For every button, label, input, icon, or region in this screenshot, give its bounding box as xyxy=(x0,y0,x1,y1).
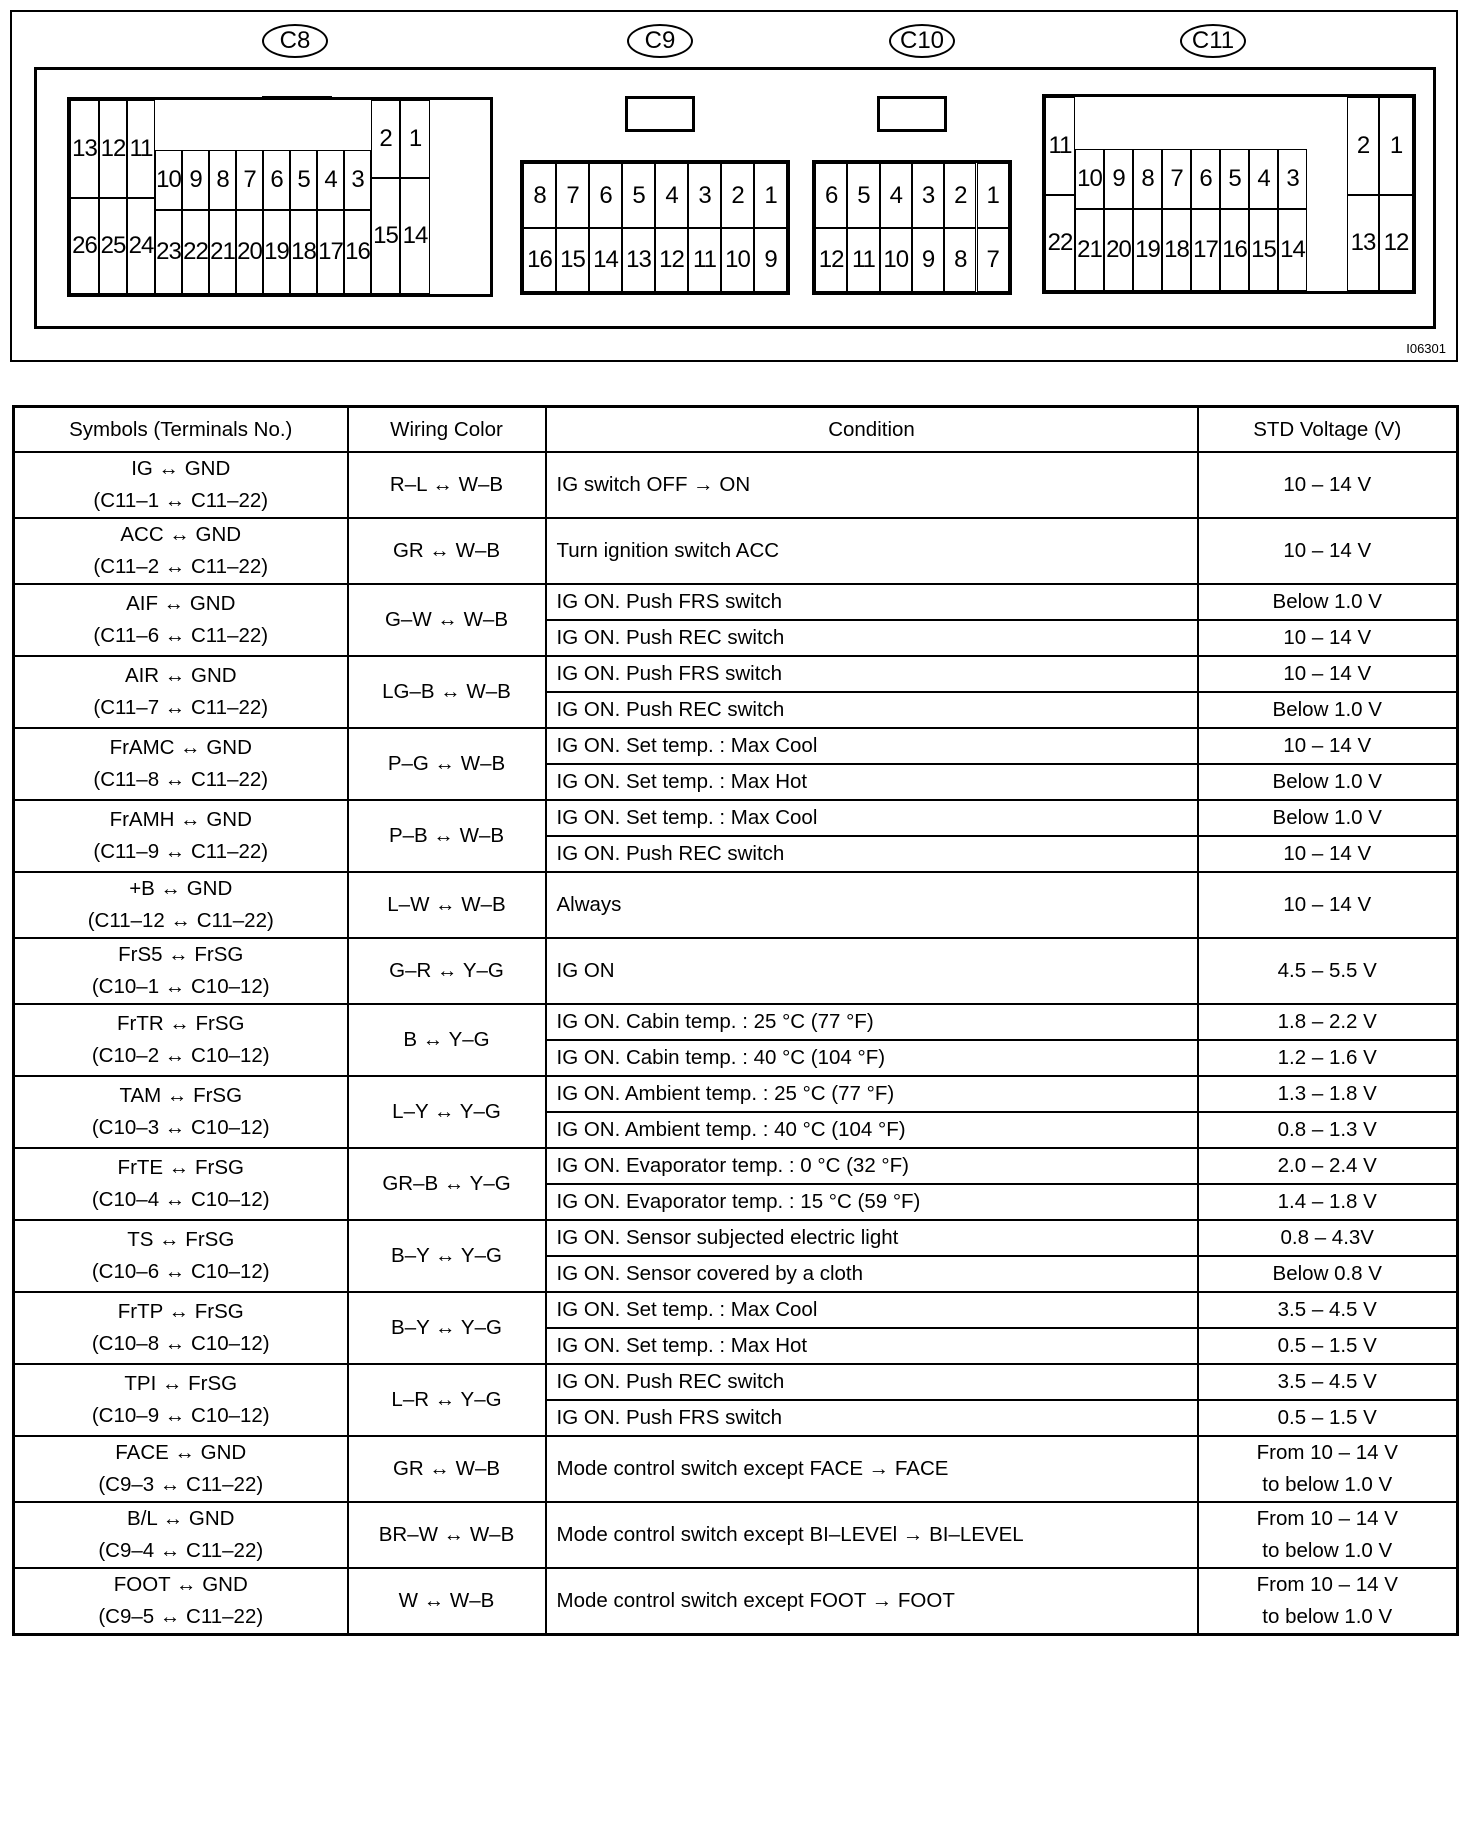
terminal-pin: 8 xyxy=(1133,149,1162,209)
terminal-numbers: (C10–1 ↔ C10–12) xyxy=(91,975,270,998)
voltage-cell: Below 1.0 V xyxy=(1198,764,1458,800)
wiring-color-cell: B ↔ Y–G xyxy=(348,1004,546,1076)
condition-cell: Mode control switch except BI–LEVEl → BI–LEVEL xyxy=(546,1502,1198,1568)
terminal-pin: 7 xyxy=(977,228,1009,292)
terminal-pin: 11 xyxy=(127,100,155,198)
condition-cell: IG ON. Set temp. : Max Hot xyxy=(546,764,1198,800)
condition-cell: IG ON. Set temp. : Max Cool xyxy=(546,728,1198,764)
voltage-cell: 10 – 14 V xyxy=(1198,728,1458,764)
wiring-color-cell: L–W ↔ W–B xyxy=(348,872,546,938)
terminal-numbers: (C9–5 ↔ C11–22) xyxy=(98,1605,264,1628)
symbol-text: FrTE ↔ FrSG xyxy=(117,1156,244,1179)
symbol-text: B/L ↔ GND xyxy=(127,1507,235,1530)
header-condition: Condition xyxy=(546,407,1198,453)
voltage-line: to below 1.0 V xyxy=(1262,1473,1393,1496)
table-row xyxy=(14,518,1458,584)
symbol-cell xyxy=(14,584,348,656)
connector-diagram xyxy=(10,10,1458,362)
terminal-pin: 6 xyxy=(1191,149,1220,209)
condition-cell: Mode control switch except FACE → FACE xyxy=(546,1436,1198,1502)
terminal-pin: 9 xyxy=(912,228,944,292)
terminal-numbers: (C11–7 ↔ C11–22) xyxy=(93,696,269,719)
terminal-pin: 11 xyxy=(847,228,879,292)
table-row xyxy=(14,584,1458,620)
terminal-pin: 2 xyxy=(1347,97,1379,195)
table-row xyxy=(14,1004,1458,1040)
voltage-cell: 2.0 – 2.4 V xyxy=(1198,1148,1458,1184)
terminal-pin: 16 xyxy=(344,210,371,294)
table-row xyxy=(14,1148,1458,1184)
table-row xyxy=(14,728,1458,764)
terminal-pin: 8 xyxy=(523,163,556,228)
terminal-pin: 18 xyxy=(290,210,317,294)
terminal-pin: 3 xyxy=(688,163,721,228)
connector-c10 xyxy=(812,160,1012,295)
terminal-pin: 3 xyxy=(1278,149,1307,209)
voltage-cell xyxy=(1198,1502,1458,1568)
terminal-pin: 9 xyxy=(182,150,209,210)
terminal-pin: 10 xyxy=(1075,149,1104,209)
symbol-cell xyxy=(14,728,348,800)
terminal-pin: 25 xyxy=(99,198,127,294)
wiring-color-cell: GR ↔ W–B xyxy=(348,518,546,584)
voltage-cell: 0.8 – 1.3 V xyxy=(1198,1112,1458,1148)
symbol-text: FACE ↔ GND xyxy=(115,1441,247,1464)
symbol-cell xyxy=(14,800,348,872)
terminal-pin: 6 xyxy=(589,163,622,228)
terminal-pin: 1 xyxy=(754,163,787,228)
terminal-numbers: (C11–9 ↔ C11–22) xyxy=(93,840,269,863)
terminal-pin: 13 xyxy=(1347,195,1379,291)
terminal-pin: 2 xyxy=(371,100,400,178)
condition-cell: IG ON. Ambient temp. : 25 °C (77 °F) xyxy=(546,1076,1198,1112)
voltage-line: to below 1.0 V xyxy=(1262,1539,1393,1562)
voltage-cell: 10 – 14 V xyxy=(1198,452,1458,518)
voltage-cell: Below 1.0 V xyxy=(1198,584,1458,620)
terminal-pin: 12 xyxy=(1379,195,1413,291)
condition-cell: IG ON. Push REC switch xyxy=(546,692,1198,728)
symbol-cell xyxy=(14,1568,348,1635)
terminal-pin: 21 xyxy=(1075,209,1104,291)
header-wiring-color: Wiring Color xyxy=(348,407,546,453)
wiring-color-cell: R–L ↔ W–B xyxy=(348,452,546,518)
terminal-pin: 10 xyxy=(721,228,754,292)
voltage-cell: 10 – 14 V xyxy=(1198,656,1458,692)
terminal-pin: 9 xyxy=(754,228,787,292)
terminal-pin: 3 xyxy=(912,163,944,228)
terminal-pin: 18 xyxy=(1162,209,1191,291)
terminal-pin: 22 xyxy=(1045,195,1075,291)
terminal-pin: 19 xyxy=(263,210,290,294)
terminal-pin: 16 xyxy=(523,228,556,292)
symbol-text: FrAMC ↔ GND xyxy=(109,736,252,759)
symbol-text: IG ↔ GND xyxy=(131,457,231,480)
terminal-numbers: (C10–8 ↔ C10–12) xyxy=(91,1332,270,1355)
voltage-cell: 1.4 – 1.8 V xyxy=(1198,1184,1458,1220)
symbol-cell xyxy=(14,1436,348,1502)
voltage-cell: 3.5 – 4.5 V xyxy=(1198,1364,1458,1400)
terminal-pin: 15 xyxy=(371,178,400,294)
voltage-cell: 1.2 – 1.6 V xyxy=(1198,1040,1458,1076)
table-row xyxy=(14,1568,1458,1635)
voltage-cell xyxy=(1198,1436,1458,1502)
terminal-pin: 17 xyxy=(317,210,344,294)
wiring-color-cell: B–Y ↔ Y–G xyxy=(348,1220,546,1292)
table-row xyxy=(14,1364,1458,1400)
voltage-cell: Below 1.0 V xyxy=(1198,800,1458,836)
symbol-cell xyxy=(14,938,348,1004)
terminal-pin: 10 xyxy=(155,150,182,210)
table-row xyxy=(14,938,1458,1004)
table-row xyxy=(14,1076,1458,1112)
terminal-pin: 8 xyxy=(944,228,976,292)
terminal-pin: 4 xyxy=(880,163,912,228)
terminal-numbers: (C10–9 ↔ C10–12) xyxy=(91,1404,270,1427)
symbol-text: FrTP ↔ FrSG xyxy=(117,1300,244,1323)
connector-label-c8: C8 xyxy=(262,24,328,58)
wiring-color-cell: L–R ↔ Y–G xyxy=(348,1364,546,1436)
symbol-cell xyxy=(14,518,348,584)
condition-cell: IG ON. Sensor covered by a cloth xyxy=(546,1256,1198,1292)
symbol-text: TAM ↔ FrSG xyxy=(119,1084,243,1107)
terminal-pin: 2 xyxy=(721,163,754,228)
terminal-pin: 12 xyxy=(815,228,847,292)
terminal-pin: 6 xyxy=(263,150,290,210)
wiring-color-cell: W ↔ W–B xyxy=(348,1568,546,1635)
terminal-numbers: (C10–6 ↔ C10–12) xyxy=(91,1260,270,1283)
condition-cell: Always xyxy=(546,872,1198,938)
table-header-row xyxy=(14,407,1458,453)
symbol-text: TS ↔ FrSG xyxy=(127,1228,235,1251)
terminal-pin: 7 xyxy=(236,150,263,210)
voltage-cell: 10 – 14 V xyxy=(1198,836,1458,872)
terminal-pin: 4 xyxy=(317,150,344,210)
symbol-text: FOOT ↔ GND xyxy=(113,1573,248,1596)
voltage-cell: 1.8 – 2.2 V xyxy=(1198,1004,1458,1040)
connector-key-c9 xyxy=(625,96,695,132)
terminal-pin: 17 xyxy=(1191,209,1220,291)
condition-cell: IG ON. Cabin temp. : 25 °C (77 °F) xyxy=(546,1004,1198,1040)
condition-cell: IG ON. Cabin temp. : 40 °C (104 °F) xyxy=(546,1040,1198,1076)
table-row xyxy=(14,1436,1458,1502)
terminal-pin: 23 xyxy=(155,210,182,294)
terminal-pin: 11 xyxy=(688,228,721,292)
terminal-pin: 21 xyxy=(209,210,236,294)
wiring-color-cell: G–R ↔ Y–G xyxy=(348,938,546,1004)
voltage-cell: Below 0.8 V xyxy=(1198,1256,1458,1292)
terminal-pin: 9 xyxy=(1104,149,1133,209)
wiring-color-cell: G–W ↔ W–B xyxy=(348,584,546,656)
terminal-pin: 5 xyxy=(847,163,879,228)
symbol-text: +B ↔ GND xyxy=(129,877,233,900)
voltage-cell: 4.5 – 5.5 V xyxy=(1198,938,1458,1004)
connector-label-c10: C10 xyxy=(889,24,955,58)
voltage-cell: 1.3 – 1.8 V xyxy=(1198,1076,1458,1112)
symbol-text: TPI ↔ FrSG xyxy=(124,1372,238,1395)
symbol-cell xyxy=(14,452,348,518)
symbol-text: FrS5 ↔ FrSG xyxy=(118,943,244,966)
symbol-text: ACC ↔ GND xyxy=(120,523,242,546)
terminal-pin: 20 xyxy=(1104,209,1133,291)
voltage-line: From 10 – 14 V xyxy=(1256,1507,1398,1530)
terminal-pin: 7 xyxy=(556,163,589,228)
connector-c8 xyxy=(67,97,493,297)
terminal-pin: 5 xyxy=(1220,149,1249,209)
terminal-numbers: (C10–3 ↔ C10–12) xyxy=(91,1116,270,1139)
connector-label-c11: C11 xyxy=(1180,24,1246,58)
connector-label-c9: C9 xyxy=(627,24,693,58)
terminal-pin: 12 xyxy=(99,100,127,198)
terminal-pin: 13 xyxy=(70,100,99,198)
connector-c11 xyxy=(1042,94,1416,294)
voltage-line: to below 1.0 V xyxy=(1262,1605,1393,1628)
terminal-pin: 5 xyxy=(622,163,655,228)
table-row xyxy=(14,656,1458,692)
symbol-cell xyxy=(14,656,348,728)
terminal-pin: 13 xyxy=(622,228,655,292)
symbol-cell xyxy=(14,1220,348,1292)
terminal-pin: 26 xyxy=(70,198,99,294)
condition-cell: IG ON. Set temp. : Max Cool xyxy=(546,800,1198,836)
terminal-pin: 19 xyxy=(1133,209,1162,291)
table-row xyxy=(14,800,1458,836)
terminal-pin: 1 xyxy=(977,163,1009,228)
voltage-cell: 0.8 – 4.3V xyxy=(1198,1220,1458,1256)
condition-cell: IG switch OFF → ON xyxy=(546,452,1198,518)
figure-code: I06301 xyxy=(1406,341,1446,356)
header-std-voltage: STD Voltage (V) xyxy=(1198,407,1458,453)
condition-cell: Mode control switch except FOOT → FOOT xyxy=(546,1568,1198,1635)
symbol-cell xyxy=(14,1292,348,1364)
terminal-pin: 8 xyxy=(209,150,236,210)
voltage-cell: 0.5 – 1.5 V xyxy=(1198,1400,1458,1436)
wiring-color-cell: P–B ↔ W–B xyxy=(348,800,546,872)
condition-cell: IG ON. Set temp. : Max Hot xyxy=(546,1328,1198,1364)
terminal-pin: 4 xyxy=(655,163,688,228)
terminal-pin: 14 xyxy=(1278,209,1307,291)
wiring-color-cell: L–Y ↔ Y–G xyxy=(348,1076,546,1148)
voltage-cell: 10 – 14 V xyxy=(1198,620,1458,656)
terminal-pin: 3 xyxy=(344,150,371,210)
terminal-numbers: (C11–8 ↔ C11–22) xyxy=(93,768,269,791)
terminal-pin: 1 xyxy=(400,100,430,178)
wiring-color-cell: LG–B ↔ W–B xyxy=(348,656,546,728)
terminal-pin: 1 xyxy=(1379,97,1413,195)
terminal-pin: 15 xyxy=(556,228,589,292)
condition-cell: IG ON. Sensor subjected electric light xyxy=(546,1220,1198,1256)
voltage-cell: 10 – 14 V xyxy=(1198,872,1458,938)
condition-cell: IG ON. Evaporator temp. : 0 °C (32 °F) xyxy=(546,1148,1198,1184)
terminal-numbers: (C11–12 ↔ C11–22) xyxy=(87,909,274,932)
terminal-pin: 11 xyxy=(1045,97,1075,195)
condition-cell: Turn ignition switch ACC xyxy=(546,518,1198,584)
symbol-text: AIR ↔ GND xyxy=(124,664,237,687)
terminal-pin: 16 xyxy=(1220,209,1249,291)
table-row xyxy=(14,1292,1458,1328)
terminal-pin: 4 xyxy=(1249,149,1278,209)
terminal-numbers: (C11–1 ↔ C11–22) xyxy=(93,489,269,512)
wiring-color-cell: GR ↔ W–B xyxy=(348,1436,546,1502)
terminal-numbers: (C9–3 ↔ C11–22) xyxy=(98,1473,264,1496)
connector-key-c10 xyxy=(877,96,947,132)
terminal-numbers: (C11–2 ↔ C11–22) xyxy=(93,555,269,578)
voltage-cell: 3.5 – 4.5 V xyxy=(1198,1292,1458,1328)
connector-c9 xyxy=(520,160,790,295)
voltage-cell: 10 – 14 V xyxy=(1198,518,1458,584)
symbol-cell xyxy=(14,1502,348,1568)
terminal-pin: 10 xyxy=(880,228,912,292)
terminal-numbers: (C10–2 ↔ C10–12) xyxy=(91,1044,270,1067)
condition-cell: IG ON xyxy=(546,938,1198,1004)
symbol-text: FrTR ↔ FrSG xyxy=(116,1012,245,1035)
terminal-voltage-table xyxy=(12,405,1459,1636)
table-body xyxy=(14,452,1458,1635)
terminal-pin: 7 xyxy=(1162,149,1191,209)
condition-cell: IG ON. Push REC switch xyxy=(546,620,1198,656)
terminal-pin: 22 xyxy=(182,210,209,294)
wiring-color-cell: BR–W ↔ W–B xyxy=(348,1502,546,1568)
symbol-cell xyxy=(14,1004,348,1076)
voltage-cell xyxy=(1198,1568,1458,1635)
table-row xyxy=(14,1220,1458,1256)
terminal-pin: 15 xyxy=(1249,209,1278,291)
terminal-pin: 14 xyxy=(400,178,430,294)
condition-cell: IG ON. Push FRS switch xyxy=(546,1400,1198,1436)
terminal-numbers: (C10–4 ↔ C10–12) xyxy=(91,1188,270,1211)
condition-cell: IG ON. Push REC switch xyxy=(546,1364,1198,1400)
terminal-numbers: (C9–4 ↔ C11–22) xyxy=(98,1539,264,1562)
condition-cell: IG ON. Push FRS switch xyxy=(546,656,1198,692)
symbol-cell xyxy=(14,1148,348,1220)
symbol-cell xyxy=(14,1076,348,1148)
condition-cell: IG ON. Set temp. : Max Cool xyxy=(546,1292,1198,1328)
symbol-text: AIF ↔ GND xyxy=(126,592,236,615)
table-row xyxy=(14,872,1458,938)
table-row xyxy=(14,1502,1458,1568)
terminal-pin: 20 xyxy=(236,210,263,294)
condition-cell: IG ON. Ambient temp. : 40 °C (104 °F) xyxy=(546,1112,1198,1148)
terminal-pin: 5 xyxy=(290,150,317,210)
voltage-line: From 10 – 14 V xyxy=(1256,1573,1398,1596)
voltage-cell: 0.5 – 1.5 V xyxy=(1198,1328,1458,1364)
condition-cell: IG ON. Evaporator temp. : 15 °C (59 °F) xyxy=(546,1184,1198,1220)
header-symbols: Symbols (Terminals No.) xyxy=(14,407,348,453)
terminal-pin: 14 xyxy=(589,228,622,292)
terminal-pin: 6 xyxy=(815,163,847,228)
wiring-color-cell: B–Y ↔ Y–G xyxy=(348,1292,546,1364)
voltage-cell: Below 1.0 V xyxy=(1198,692,1458,728)
table-row xyxy=(14,452,1458,518)
voltage-line: From 10 – 14 V xyxy=(1256,1441,1398,1464)
terminal-pin: 12 xyxy=(655,228,688,292)
terminal-pin: 2 xyxy=(944,163,976,228)
condition-cell: IG ON. Push FRS switch xyxy=(546,584,1198,620)
terminal-numbers: (C11–6 ↔ C11–22) xyxy=(93,624,269,647)
wiring-color-cell: GR–B ↔ Y–G xyxy=(348,1148,546,1220)
wiring-color-cell: P–G ↔ W–B xyxy=(348,728,546,800)
symbol-cell xyxy=(14,872,348,938)
condition-cell: IG ON. Push REC switch xyxy=(546,836,1198,872)
symbol-text: FrAMH ↔ GND xyxy=(109,808,252,831)
symbol-cell xyxy=(14,1364,348,1436)
terminal-pin: 24 xyxy=(127,198,155,294)
